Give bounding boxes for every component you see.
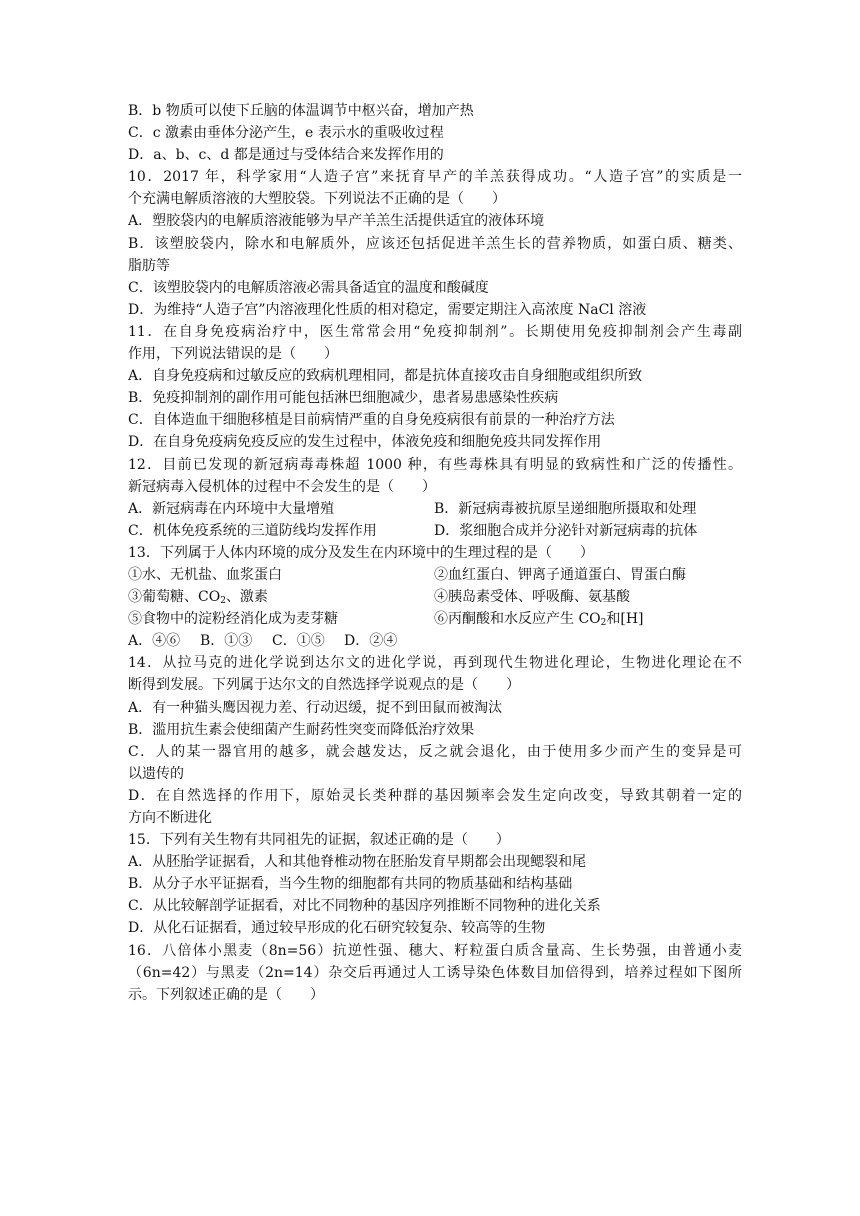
- q12-options-row2: [128, 520, 742, 542]
- q16-stem-line3: 示。下列叙述正确的是（ ）: [128, 986, 324, 1003]
- q10-stem-line2: 个充满电解质溶液的大塑胶袋。下列说法不正确的是（ ）: [128, 191, 506, 208]
- q13-option-d: D．②④: [344, 633, 398, 650]
- q13-option-b: B．①③: [200, 633, 253, 650]
- q11-option-a: A．自身免疫病和过敏反应的致病机理相同，都是抗体直接攻击自身细胞或组织所致: [128, 368, 643, 385]
- q12-option-c: C．机体免疫系统的三道防线均发挥作用: [128, 522, 377, 539]
- q11-option-c: C．自体造血干细胞移植是目前病情严重的自身免疫病很有前景的一种治疗方法: [128, 412, 615, 429]
- q13-items-row2: [128, 586, 742, 608]
- q11-stem-line1: 11．在自身免疫病治疗中，医生常常会用“免疫抑制剂”。长期使用免疫抑制剂会产生毒副: [128, 323, 742, 340]
- q15-option-d: D．从化石证据看，通过较早形成的化石研究较复杂、较高等的生物: [128, 920, 546, 937]
- q12-option-a: A．新冠病毒在内环境中大量增殖: [128, 500, 335, 517]
- q13-items-row3: [128, 608, 742, 630]
- q14-stem-line1: 14．从拉马克的进化学说到达尔文的进化学说，再到现代生物进化理论，生物进化理论在不: [128, 655, 742, 672]
- exam-page: [128, 100, 742, 1006]
- q10-option-b-line2: 脂肪等: [128, 257, 170, 274]
- q9-option-c: C．c 激素由垂体分泌产生，e 表示水的重吸收过程: [128, 125, 444, 142]
- q12-stem-line2: 新冠病毒入侵机体的过程中不会发生的是（ ）: [128, 478, 436, 495]
- q14-stem-line2: 断得到发展。下列属于达尔文的自然选择学说观点的是（ ）: [128, 677, 520, 694]
- q9-option-d: D．a、b、c、d 都是通过与受体结合来发挥作用的: [128, 147, 444, 164]
- q10-option-b-line1: B．该塑胶袋内，除水和电解质外，应该还包括促进羊羔生长的营养物质，如蛋白质、糖类、: [128, 235, 742, 252]
- q12-option-b: B．新冠病毒被抗原呈递细胞所摄取和处理: [434, 500, 697, 517]
- q13-item-3: [128, 586, 434, 608]
- q14-option-d-line1: D．在自然选择的作用下，原始灵长类种群的基因频率会发生定向改变，导致其朝着一定的: [128, 787, 742, 804]
- q13-answer-choices: [128, 630, 742, 652]
- q13-item-3-subscript: 2: [220, 596, 226, 607]
- q12-stem-line1: 12．目前已发现的新冠病毒毒株超 1000 种，有些毒株具有明显的致病性和广泛的传播性。: [128, 456, 742, 473]
- q10-stem-line1: 10．2017 年，科学家用“人造子宫”来抚育早产的羊羔获得成功。“人造子宫”的实质是一: [128, 169, 742, 186]
- q10-option-d: D．为维持“人造子宫”内溶液理化性质的相对稳定，需要定期注入高浓度 NaCl 溶液: [128, 301, 647, 318]
- q13-item-4: ④胰岛素受体、呼吸酶、氨基酸: [434, 589, 630, 606]
- q13-item-1: ①水、无机盐、血浆蛋白: [128, 566, 282, 583]
- q13-item-2: ②血红蛋白、钾离子通道蛋白、胃蛋白酶: [434, 566, 686, 583]
- q9-option-b: B．b 物质可以使下丘脑的体温调节中枢兴奋，增加产热: [128, 103, 474, 119]
- q10-option-a: A．塑胶袋内的电解质溶液能够为早产羊羔生活提供适宜的液体环境: [128, 213, 545, 230]
- q14-option-a: A．有一种猫头鹰因视力差、行动迟缓，捉不到田鼠而被淘汰: [128, 699, 503, 716]
- q14-option-c-line2: 以遗传的: [128, 765, 184, 782]
- q13-item-3-text: ③葡萄糖、CO: [128, 589, 221, 606]
- q13-option-c: C．①⑤: [272, 633, 325, 650]
- q14-option-b: B．滥用抗生素会使细菌产生耐药性突变而降低治疗效果: [128, 721, 475, 738]
- q12-option-d: D．浆细胞合成并分泌针对新冠病毒的抗体: [434, 522, 698, 539]
- q13-item-6: [434, 608, 644, 630]
- q13-item-5: ⑤食物中的淀粉经消化成为麦芽糖: [128, 611, 338, 628]
- q14-option-d-line2: 方向不断进化: [128, 810, 212, 826]
- q16-stem-line2: （6n=42）与黑麦（2n=14）杂交后再通过人工诱导染色体数目加倍得到，培养过程如下图所: [128, 964, 742, 981]
- q16-stem-line1: 16．八倍体小黑麦（8n=56）抗逆性强、穗大、籽粒蛋白质含量高、生长势强，由普通小麦: [128, 942, 742, 959]
- q11-option-d: D．在自身免疫病免疫反应的发生过程中，体液免疫和细胞免疫共同发挥作用: [128, 434, 602, 451]
- q10-option-c: C．该塑胶袋内的电解质溶液必需具备适宜的温度和酸碱度: [128, 279, 489, 296]
- q13-items-row1: [128, 564, 742, 586]
- q12-options-row1: [128, 498, 742, 520]
- q15-option-b: B．从分子水平证据看，当今生物的细胞都有共同的物质基础和结构基础: [128, 876, 573, 893]
- q13-item-6-text-end: 和[H]: [606, 611, 644, 628]
- q13-stem: 13．下列属于人体内环境的成分及发生在内环境中的生理过程的是（ ）: [128, 544, 594, 561]
- q11-option-b: B．免疫抑制剂的副作用可能包括淋巴细胞减少，患者易患感染性疾病: [128, 390, 559, 407]
- q13-item-6-subscript: 2: [600, 618, 607, 629]
- q15-option-a: A．从胚胎学证据看，人和其他脊椎动物在胚胎发育早期都会出现鳃裂和尾: [128, 854, 587, 871]
- q13-item-3-text-end: 、激素: [225, 589, 268, 606]
- q11-stem-line2: 作用，下列说法错误的是（ ）: [128, 346, 338, 363]
- q13-option-a: A．④⑥: [128, 633, 181, 650]
- q15-option-c: C．从比较解剖学证据看，对比不同物种的基因序列推断不同物种的进化关系: [128, 898, 601, 915]
- q14-option-c-line1: C．人的某一器官用的越多，就会越发达，反之就会退化，由于使用多少而产生的变异是可: [128, 743, 742, 760]
- q13-item-6-text: ⑥丙酮酸和水反应产生 CO: [434, 611, 601, 628]
- q15-stem: 15．下列有关生物有共同祖先的证据，叙述正确的是（ ）: [128, 832, 510, 849]
